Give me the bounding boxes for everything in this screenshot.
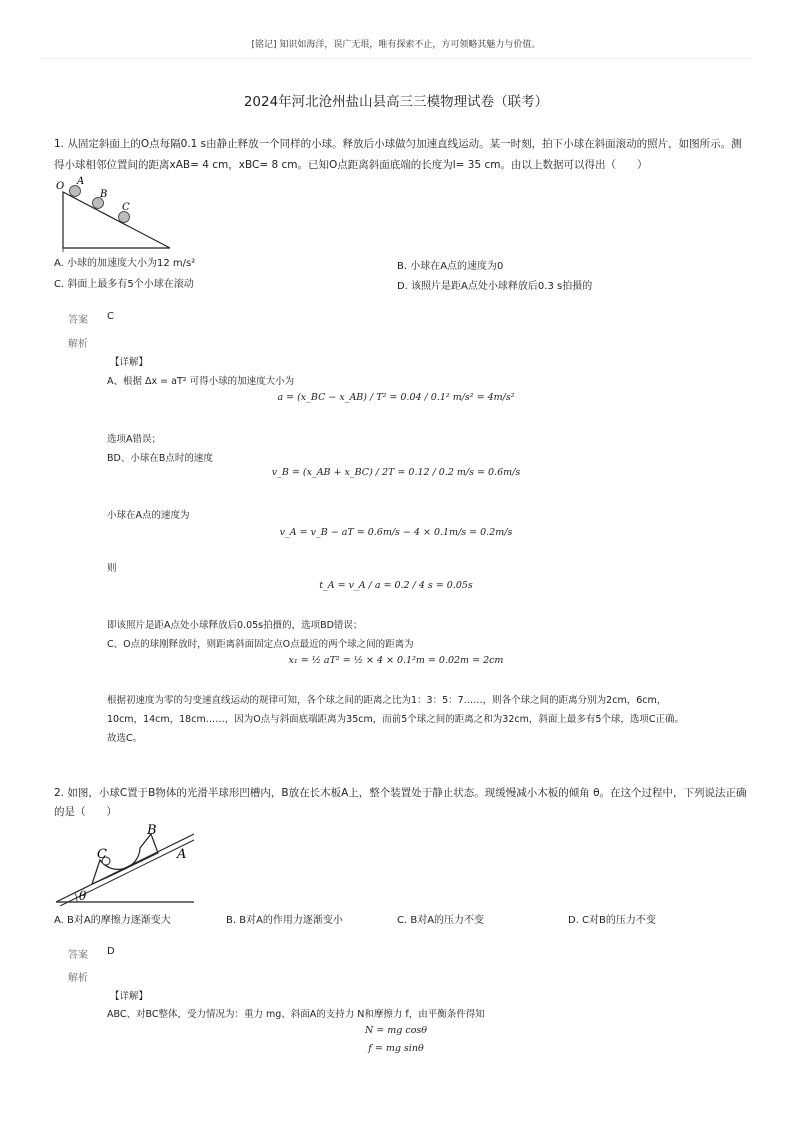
angle-arc (75, 893, 77, 902)
q2-stem-line-2: 的是（ ） (54, 806, 117, 818)
label-a: A (177, 847, 187, 862)
q2-board-figure (54, 818, 200, 906)
q1-analysis-label: 解析 (68, 339, 88, 350)
q1-answer-label: 答案 (68, 315, 88, 326)
incline-triangle (63, 192, 170, 248)
label-o: O (56, 181, 65, 192)
q2-detail-heading: 【详解】 (110, 991, 149, 1002)
label-b: B (100, 189, 108, 200)
q1-eq-ta: t_A = v_A / a = 0.2 / 4 s = 0.05s (319, 580, 473, 591)
q1-sol-c-text: C、O点的球刚释放时，则距离斜面固定点O点最近的两个球之间的距离为 (107, 639, 414, 650)
ball-a (70, 186, 81, 197)
q1-sol-bd-text: BD、小球在B点时的速度 (107, 453, 213, 464)
q2-eq-n: N = mg cosθ (364, 1025, 428, 1036)
q1-sol-rule-line-2: 10cm，14cm，18cm……，因为O点与斜面底端距离为35cm，而前5个球之间的距离之和为32cm，斜面上最多有5个球，选项C正确。 (107, 714, 685, 725)
header-divider (42, 58, 750, 59)
q2-stem-line-1: 2. 如图，小球C置于B物体的光滑半球形凹槽内，B放在长木板A上，整个装置处于静止状态。现缓慢减小木板的倾角 θ。在这个过程中，下列说法正确 (54, 787, 747, 799)
label-c: C (122, 202, 130, 213)
label-b: B (147, 823, 157, 838)
q1-option-d[interactable]: D. 该照片是距A点处小球释放后0.3 s拍摄的 (397, 281, 593, 292)
q1-incline-figure (54, 176, 176, 252)
q1-sol-a-wrong: 选项A错误； (107, 434, 161, 445)
q2-option-c[interactable]: C. B对A的压力不变 (397, 915, 485, 926)
page-banner: [铭记] 知识如海洋，误广无垠，唯有探索不止，方可领略其魅力与价值。 (251, 40, 541, 50)
q1-sol-conclusion: 故选C。 (107, 733, 143, 744)
q1-option-b[interactable]: B. 小球在A点的速度为0 (397, 261, 504, 272)
q1-option-a[interactable]: A. 小球的加速度大小为12 m/s² (54, 258, 196, 269)
q1-detail-heading: 【详解】 (110, 357, 149, 368)
label-c: C (97, 847, 107, 862)
q1-sol-va-text: 小球在A点的速度为 (107, 510, 190, 521)
q1-eq-vb: v_B = (x_AB + x_BC) / 2T = 0.12 / 0.2 m/s = 0.6m/s (271, 467, 521, 478)
label-theta: θ (79, 889, 87, 903)
q1-eq-va: v_A = v_B − aT = 0.6m/s − 4 × 0.1m/s = 0.2m/s (279, 527, 513, 538)
q1-stem-line-1: 1. 从固定斜面上的O点每隔0.1 s由静止释放一个同样的小球。释放后小球做匀加速直线运动。某一时刻，拍下小球在斜面滚动的照片，如图所示。测 (54, 138, 742, 150)
q2-option-a[interactable]: A. B对A的摩擦力逐渐变大 (54, 915, 171, 926)
q1-answer-value: C (107, 311, 114, 322)
q2-option-d[interactable]: D. C对B的压力不变 (568, 915, 656, 926)
q1-sol-a-text: A、根据 Δx = aT² 可得小球的加速度大小为 (107, 376, 295, 387)
q1-sol-bd-wrong: 即该照片是距A点处小球释放后0.05s拍摄的，选项BD错误； (107, 620, 363, 631)
q1-sol-ze: 则 (107, 563, 117, 574)
q1-option-c[interactable]: C. 斜面上最多有5个小球在滚动 (54, 279, 194, 290)
q2-answer-value: D (107, 946, 115, 957)
q2-answer-label: 答案 (68, 950, 88, 961)
q1-sol-rule-line-1: 根据初速度为零的匀变速直线运动的规律可知，各个球之间的距离之比为1：3：5：7……，则各个球之间的距离分别为2cm，6cm， (107, 695, 667, 706)
q2-sol-abc-text: ABC、对BC整体，受力情况为：重力 mg、斜面A的支持力 N和摩擦力 f，由平衡条件得知 (107, 1009, 485, 1020)
label-a: A (77, 176, 85, 187)
q1-stem-line-2: 得小球相邻位置间的距离xAB= 4 cm，xBC= 8 cm。已知O点距离斜面底端的长度为l= 35 cm。由以上数据可以得出（ ） (54, 159, 648, 171)
q1-eq-x1: x₁ = ½ aT² = ½ × 4 × 0.1²m = 0.02m = 2cm (288, 655, 504, 666)
q1-eq-acceleration: a = (x_BC − x_AB) / T² = 0.04 / 0.1² m/s² = 4m/s² (277, 392, 515, 403)
q2-analysis-label: 解析 (68, 973, 88, 984)
ball-c (119, 212, 130, 223)
q2-option-b[interactable]: B. B对A的作用力逐渐变小 (226, 915, 343, 926)
q2-eq-f: f = mg sinθ (368, 1043, 424, 1054)
page-title: 2024年河北沧州盐山县高三三模物理试卷（联考） (243, 94, 549, 110)
